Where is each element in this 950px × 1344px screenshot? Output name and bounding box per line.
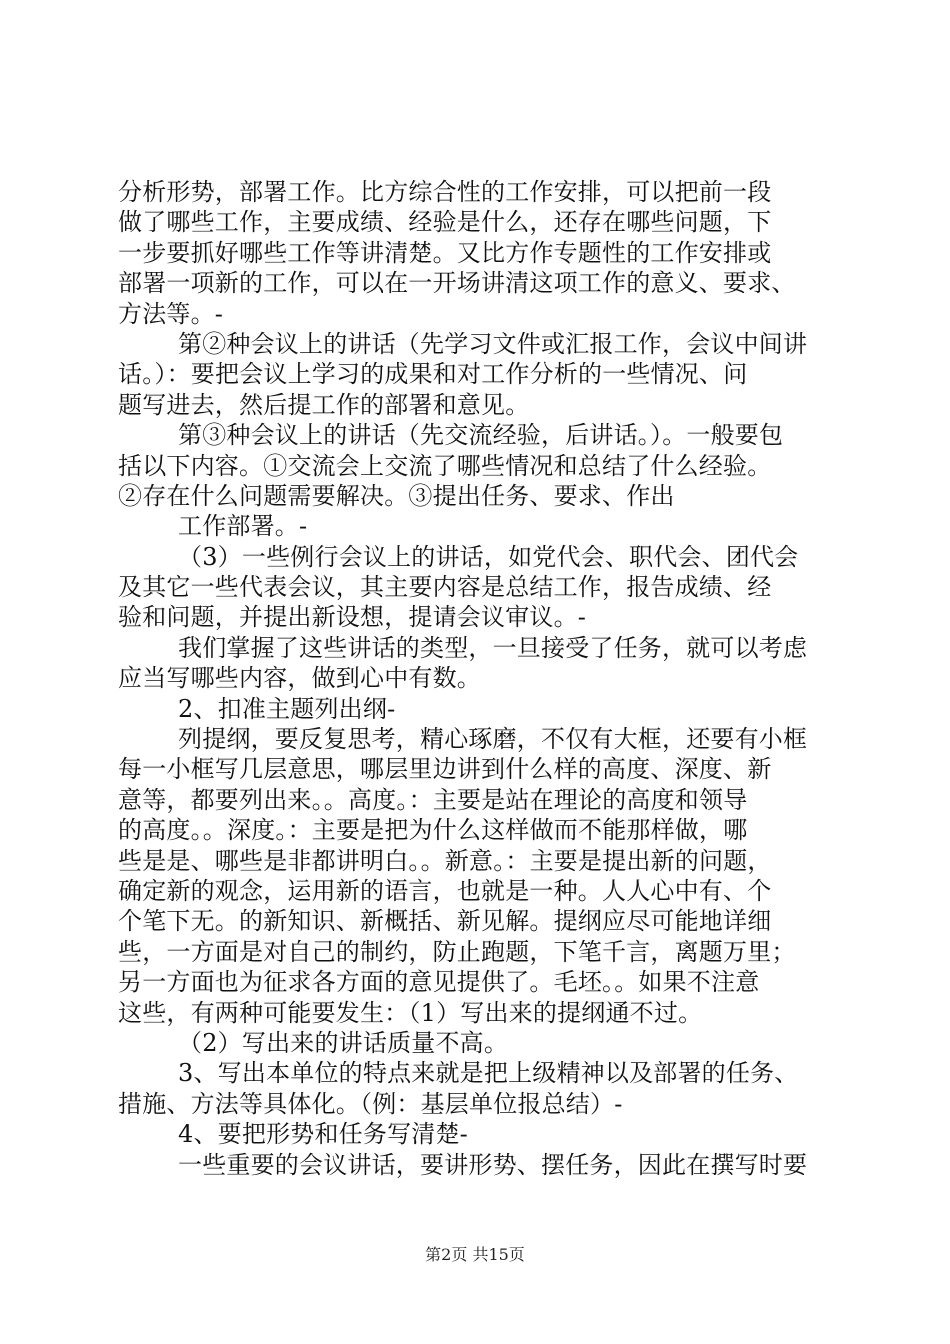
text-line: 3、写出本单位的特点来就是把上级精神以及部署的任务、 bbox=[178, 1059, 799, 1088]
text-line: 些，一方面是对自己的制约，防止跑题，下笔千言，离题万里； bbox=[118, 937, 796, 966]
text-line: 话。）：要把会议上学习的成果和对工作分析的一些情况、问 bbox=[118, 360, 748, 389]
text-line: 4、要把形势和任务写清楚- bbox=[178, 1120, 468, 1149]
text-line: 每一小框写几层意思，哪层里边讲到什么样的高度、深度、新 bbox=[118, 755, 772, 784]
text-line: 我们掌握了这些讲话的类型，一旦接受了任务，就可以考虑 bbox=[178, 633, 808, 662]
text-line: 一步要抓好哪些工作等讲清楚。又比方作专题性的工作安排或 bbox=[118, 238, 772, 267]
text-line: （3）一些例行会议上的讲话，如党代会、职代会、团代会 bbox=[178, 542, 799, 571]
text-line: 及其它一些代表会议，其主要内容是总结工作，报告成绩、经 bbox=[118, 573, 772, 602]
page-footer: 第2页 共15页 bbox=[425, 1245, 525, 1264]
text-line: 方法等。- bbox=[118, 299, 224, 328]
text-line: 括以下内容。①交流会上交流了哪些情况和总结了什么经验。 bbox=[118, 451, 772, 480]
document-body bbox=[118, 177, 858, 1180]
text-line: 一些重要的会议讲话，要讲形势、摆任务，因此在撰写时要 bbox=[178, 1150, 808, 1179]
text-line: 题写进去，然后提工作的部署和意见。 bbox=[118, 390, 530, 419]
text-line: 第③种会议上的讲话（先交流经验，后讲话。）。一般要包 bbox=[178, 421, 784, 450]
text-line: 个笔下无。的新知识、新概括、新见解。提纲应尽可能地详细 bbox=[118, 907, 772, 936]
text-line: 部署一项新的工作，可以在一开场讲清这项工作的意义、要求、 bbox=[118, 269, 796, 298]
text-line: 意等，都要列出来。。高度。：主要是站在理论的高度和领导 bbox=[118, 785, 748, 814]
text-line: 确定新的观念，运用新的语言，也就是一种。人人心中有、个 bbox=[118, 876, 772, 905]
text-line: 措施、方法等具体化。（例：基层单位报总结）- bbox=[118, 1089, 623, 1118]
text-line: 应当写哪些内容，做到心中有数。 bbox=[118, 664, 481, 693]
text-line: 这些，有两种可能要发生：（1）写出来的提纲通不过。 bbox=[118, 998, 703, 1027]
text-line: 第②种会议上的讲话（先学习文件或汇报工作，会议中间讲 bbox=[178, 329, 808, 358]
text-line: 工作部署。- bbox=[178, 512, 308, 541]
text-line: 列提纲，要反复思考，精心琢磨，不仅有大框，还要有小框 bbox=[178, 725, 808, 754]
text-line: 些是是、哪些是非都讲明白。。新意。：主要是提出新的问题， bbox=[118, 846, 772, 875]
text-line: （2）写出来的讲话质量不高。 bbox=[178, 1028, 509, 1057]
text-line: ②存在什么问题需要解决。③提出任务、要求、作出 bbox=[118, 481, 675, 510]
text-line: 的高度。。深度。：主要是把为什么这样做而不能那样做，哪 bbox=[118, 816, 748, 845]
text-line: 做了哪些工作，主要成绩、经验是什么，还存在哪些问题，下 bbox=[118, 208, 772, 237]
text-line: 另一方面也为征求各方面的意见提供了。毛坯。。如果不注意 bbox=[118, 968, 760, 997]
text-line: 分析形势，部署工作。比方综合性的工作安排，可以把前一段 bbox=[118, 178, 772, 206]
text-line: 2、扣准主题列出纲- bbox=[178, 694, 396, 723]
text-line: 验和问题，并提出新设想，提请会议审议。- bbox=[118, 603, 587, 632]
